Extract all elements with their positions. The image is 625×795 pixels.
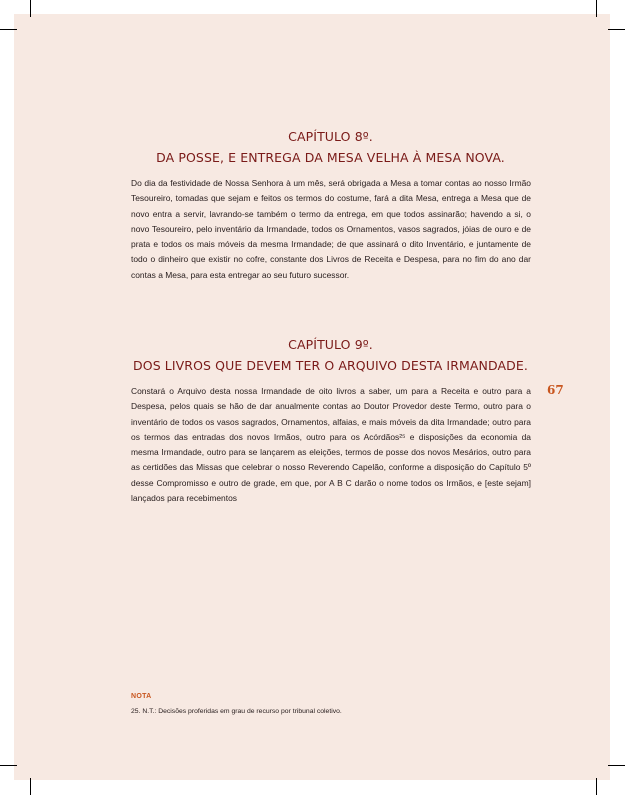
chapter-8-title: DA POSSE, E ENTREGA DA MESA VELHA À MESA NOVA. xyxy=(156,150,505,165)
crop-mark-right-bottom xyxy=(608,765,625,766)
crop-mark-top-left xyxy=(30,0,31,17)
chapter-9-body: Constará o Arquivo desta nossa Irmandade de oito livros a saber, um para a Receita e outro para a Despesa, pelos quais se hão de dar anualmente contas ao Doutor Provedor deste Termo, outro para o inventário de todos os vasos sagrados, Ornamentos, alfaias, e mais móveis da dita Irmandade; outro para os termos das entradas dos novos Irmãos, outro para os Acórdãos²⁵ e disposições da economia da mesma Irmandade, outro para se lançarem as eleições, termos de posse dos novos Mesários, outro para as certidões das Missas que celebrar o nosso Reverendo Capelão, conforme a disposição do Capítulo 5º desse Compromisso e outro de grade, em que, por A B C darão o nome todos os Irmãos, e [este sejam] lançados para recebimentos xyxy=(131,386,531,504)
crop-mark-left-bottom xyxy=(0,765,17,766)
crop-mark-bottom-left xyxy=(30,778,31,795)
chapter-9-number: CAPÍTULO 9º. xyxy=(288,337,373,352)
chapter-8-body: Do dia da festividade de Nossa Senhora à um mês, será obrigada a Mesa a tomar contas ao nosso Irmão Tesoureiro, tomadas que sejam e feitos os termos do costume, fará a dita Mesa, entrega a Mesa que de novo entra a servir, lavrando-se também o termo da entrega, em que todos assinarão; havendo a si, o novo Tesoureiro, pelo inventário da Irmandade, todos os Ornamentos, vasos sagrados, jóias de ouro e de prata e todos os mais móveis da mesma Irmandade; de que assinará o dito Inventário, e juntamente de todo o dinheiro que existir no cofre, constante dos Livros de Receita e Despesa, para no fim do ano dar contas a Mesa, para esta entregar ao seu futuro sucessor. xyxy=(131,178,531,280)
crop-mark-top-right xyxy=(596,0,597,17)
footnote-text: 25. N.T.: Decisões proferidas em grau de recurso por tribunal coletivo. xyxy=(131,708,342,715)
crop-mark-left-top xyxy=(0,29,17,30)
crop-mark-right-top xyxy=(608,29,625,30)
chapter-9-heading xyxy=(132,334,529,376)
chapter-9-title: DOS LIVROS QUE DEVEM TER O ARQUIVO DESTA IRMANDADE. xyxy=(133,358,528,373)
crop-mark-bottom-right xyxy=(596,778,597,795)
chapter-8-heading xyxy=(132,126,529,168)
chapter-8-number: CAPÍTULO 8º. xyxy=(288,129,373,144)
page-number: 67 xyxy=(547,383,564,397)
note-label: NOTA xyxy=(131,693,152,700)
